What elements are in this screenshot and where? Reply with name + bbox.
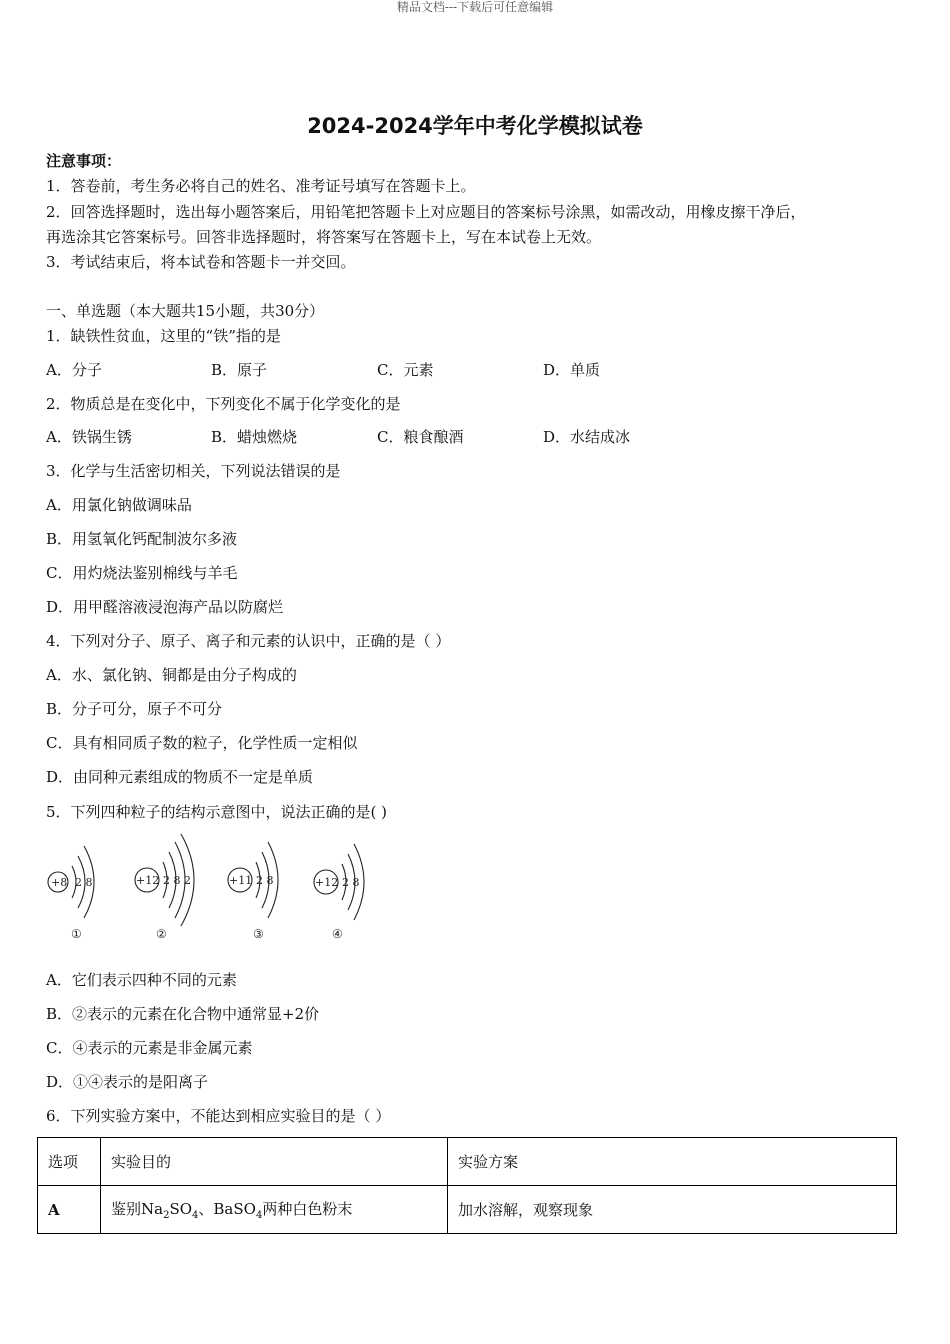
q6-stem: 6．下列实验方案中，不能达到相应实验目的是（ ） [46, 1107, 391, 1125]
header-purpose: 实验目的 [101, 1138, 448, 1186]
q2-option-b[interactable]: B．蜡烛燃烧 [211, 428, 298, 446]
q3-option-d[interactable]: D．用甲醛溶液浸泡海产品以防腐烂 [46, 598, 284, 616]
atom-2-nucleus: +12 [136, 874, 160, 887]
atom-diagram-1 [48, 846, 94, 941]
atom-3-electrons: 2 8 [256, 874, 274, 887]
q4-option-a[interactable]: A．水、氯化钠、铜都是由分子构成的 [46, 666, 297, 684]
q4-option-c[interactable]: C．具有相同质子数的粒子，化学性质一定相似 [46, 734, 358, 752]
row-a-purpose: 鉴别$Na_2SO_4$、BaSO$_4$两种白色粉末 [101, 1186, 448, 1234]
row-a-plan: 加水溶解，观察现象 [448, 1186, 897, 1234]
q2-option-d[interactable]: D．水结成冰 [543, 428, 631, 446]
q3-option-c[interactable]: C．用灼烧法鉴别棉线与羊毛 [46, 564, 238, 582]
header-option: 选项 [38, 1138, 101, 1186]
q5-stem: 5．下列四种粒子的结构示意图中，说法正确的是( ) [46, 803, 388, 821]
q5-option-d[interactable]: D．①④表示的是阳离子 [46, 1073, 209, 1091]
notice-item-3: 3．考试结束后，将本试卷和答题卡一并交回。 [46, 253, 356, 271]
atom-1-electrons: 2 8 [75, 876, 93, 889]
atom-1-label: ① [71, 927, 82, 941]
table-row [38, 1186, 897, 1234]
q2-stem: 2．物质总是在变化中，下列变化不属于化学变化的是 [46, 395, 401, 413]
q3-stem: 3．化学与生活密切相关，下列说法错误的是 [46, 462, 341, 480]
atom-4-nucleus: +12 [315, 876, 339, 889]
atom-3-nucleus: +11 [229, 874, 253, 887]
atom-4-electrons: 2 8 [342, 876, 360, 889]
q2-option-a[interactable]: A．铁锅生锈 [46, 428, 132, 446]
q4-stem: 4．下列对分子、原子、离子和元素的认识中，正确的是（ ） [46, 632, 451, 650]
q1-option-b[interactable]: B．原子 [211, 361, 268, 379]
atom-diagram-4 [314, 844, 364, 941]
page-title: 2024-2024学年中考化学模拟试卷 [307, 114, 643, 138]
table-header-row [38, 1138, 897, 1186]
watermark: 精品文档---下载后可任意编辑 [396, 0, 554, 14]
q5-option-c[interactable]: C．④表示的元素是非金属元素 [46, 1039, 253, 1057]
atom-2-electrons: 2 8 2 [163, 874, 191, 887]
atom-structure-diagrams [40, 832, 380, 944]
notice-item-1: 1．答卷前，考生务必将自己的姓名、准考证号填写在答题卡上。 [46, 177, 476, 195]
atom-3-label: ③ [253, 927, 264, 941]
q5-option-a[interactable]: A．它们表示四种不同的元素 [46, 971, 237, 989]
row-a-option: A [38, 1186, 101, 1234]
q1-stem: 1．缺铁性贫血，这里的“铁”指的是 [46, 327, 281, 345]
q5-option-b[interactable]: B．②表示的元素在化合物中通常显+2价 [46, 1005, 320, 1023]
atom-4-label: ④ [332, 927, 343, 941]
q1-option-a[interactable]: A．分子 [46, 361, 102, 379]
q3-option-a[interactable]: A．用氯化钠做调味品 [46, 496, 192, 514]
q2-option-c[interactable]: C．粮食酿酒 [377, 428, 464, 446]
notice-heading: 注意事项： [46, 152, 122, 170]
header-plan: 实验方案 [448, 1138, 897, 1186]
notice-item-2: 2．回答选择题时，选出每小题答案后，用铅笔把答题卡上对应题目的答案标号涂黑，如需改动，用橡皮擦干净后， [46, 203, 806, 221]
section-heading: 一、单选题（本大题共15小题，共30分） [46, 302, 325, 320]
q4-option-d[interactable]: D．由同种元素组成的物质不一定是单质 [46, 768, 314, 786]
atom-diagram-3 [228, 842, 278, 941]
q4-option-b[interactable]: B．分子可分，原子不可分 [46, 700, 223, 718]
q3-option-b[interactable]: B．用氢氧化钙配制波尔多液 [46, 530, 238, 548]
atom-2-label: ② [156, 927, 167, 941]
experiment-table [37, 1137, 897, 1234]
atom-diagram-2 [135, 834, 194, 941]
q1-option-c[interactable]: C．元素 [377, 361, 434, 379]
q1-option-d[interactable]: D．单质 [543, 361, 601, 379]
atom-1-nucleus: +8 [51, 876, 68, 889]
notice-item-2-cont: 再选涂其它答案标号。回答非选择题时，将答案写在答题卡上，写在本试卷上无效。 [46, 228, 602, 246]
